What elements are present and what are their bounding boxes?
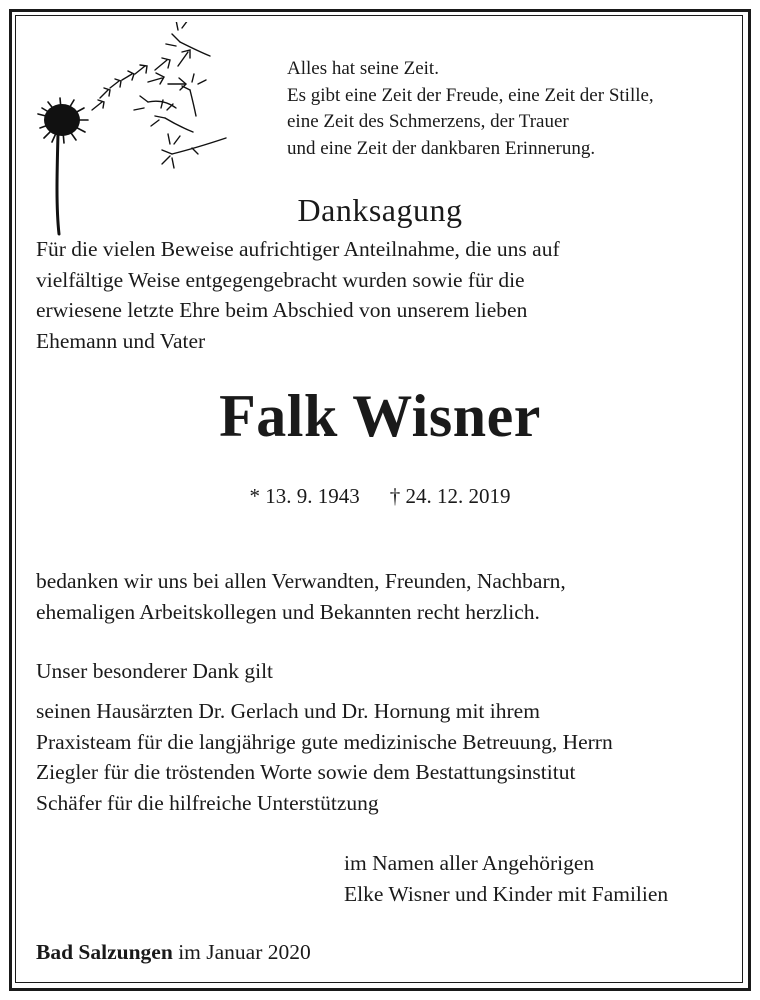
special-line: Praxisteam für die langjährige gute medizinische Betreuung, Herrn [36, 729, 613, 754]
thanks-paragraph [36, 566, 726, 627]
signature-block [344, 848, 744, 909]
poem-line: Alles hat seine Zeit. [287, 58, 439, 79]
special-line: Schäfer für die hilfreiche Unterstützung [36, 790, 379, 815]
signature-line: im Namen aller Angehörigen [344, 851, 595, 875]
deceased-name: Falk Wisner [219, 383, 541, 449]
intro-line: Ehemann und Vater [36, 328, 206, 353]
life-dates [0, 481, 760, 511]
intro-line: erwiesene letzte Ehre beim Abschied von unserem lieben [36, 298, 528, 322]
special-thanks-title-text: Unser besonderer Dank gilt [36, 659, 274, 683]
birth-date: * 13. 9. 1943 [249, 484, 360, 508]
special-line: seinen Hausärzten Dr. Gerlach und Dr. Hornung mit ihrem [36, 699, 540, 723]
special-thanks-paragraph [36, 696, 726, 818]
thanks-line: ehemaligen Arbeitskollegen und Bekannten recht herzlich. [36, 599, 540, 624]
date: im Januar 2020 [178, 940, 311, 964]
intro-line: Für die vielen Beweise aufrichtiger Anteilnahme, die uns auf [36, 237, 560, 261]
intro-paragraph [36, 234, 726, 356]
signature-line: Elke Wisner und Kinder mit Familien [344, 881, 669, 906]
death-date: † 24. 12. 2019 [389, 484, 511, 508]
poem-line: Es gibt eine Zeit der Freude, eine Zeit der Stille, [287, 84, 654, 106]
place: Bad Salzungen [36, 940, 173, 964]
special-line: Ziegler für die tröstenden Worte sowie dem Bestattungsinstitut [36, 760, 576, 784]
poem-line: und eine Zeit der dankbaren Erinnerung. [287, 137, 596, 159]
place-and-date [36, 937, 311, 967]
intro-line: vielfältige Weise entgegengebracht wurden sowie für die [36, 267, 525, 292]
thanks-line: bedanken wir uns bei allen Verwandten, Freunden, Nachbarn, [36, 569, 566, 593]
poem [287, 56, 732, 162]
poem-line: eine Zeit des Schmerzens, der Trauer [287, 111, 569, 132]
notice-heading: Danksagung [297, 192, 463, 228]
special-thanks-title [36, 656, 726, 687]
